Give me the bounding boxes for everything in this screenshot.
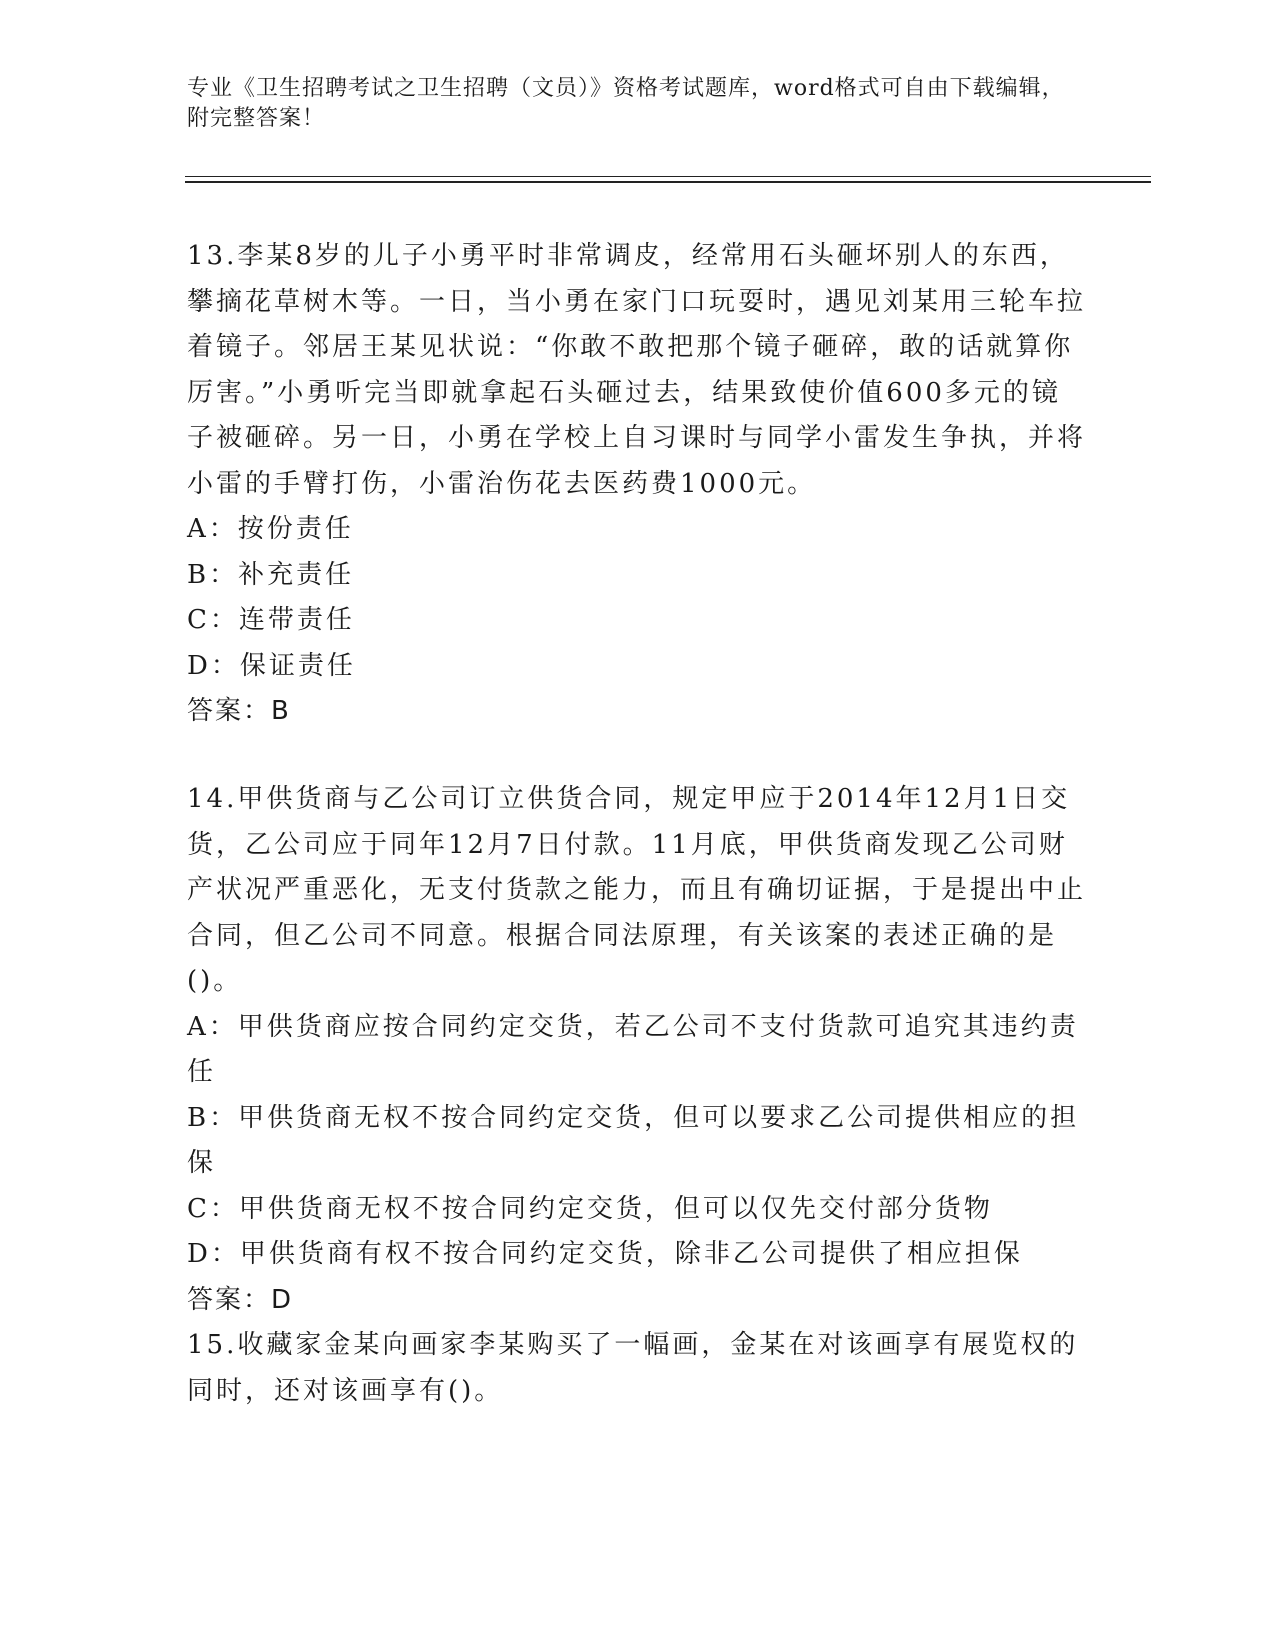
- question-15: [187, 1323, 1087, 1414]
- option-b: B：甲供货商无权不按合同约定交货，但可以要求乙公司提供相应的担保: [187, 1102, 1080, 1178]
- option-a: A：按份责任: [187, 514, 354, 544]
- answer-line: 答案：B: [187, 696, 291, 726]
- option-d: D：甲供货商有权不按合同约定交货，除非乙公司提供了相应担保: [187, 1239, 1023, 1269]
- question-14: [187, 777, 1087, 1323]
- question-13: [187, 234, 1087, 735]
- option-c: C：甲供货商无权不按合同约定交货，但可以仅先交付部分货物: [187, 1193, 993, 1224]
- question-text: 15.收藏家金某向画家李某购买了一幅画，金某在对该画享有展览权的同时，还对该画享有()。: [187, 1330, 1079, 1406]
- question-text: 14.甲供货商与乙公司订立供货合同，规定甲应于2014年12月1日交货，乙公司应于同年12月7日付款。11月底，甲供货商发现乙公司财产状况严重恶化，无支付货款之能力，而且有确切证据，于是提出中止合同，但乙公司不同意。根据合同法原理，有关该案的表述正确的是()。: [187, 784, 1087, 996]
- answer-line: 答案：D: [187, 1284, 294, 1315]
- option-d: D：保证责任: [187, 650, 356, 681]
- option-c: C：连带责任: [187, 605, 355, 635]
- question-text: 13.李某8岁的儿子小勇平时非常调皮，经常用石头砸坏别人的东西，攀摘花草树木等。一日，当小勇在家门口玩耍时，遇见刘某用三轮车拉着镜子。邻居王某见状说：“你敢不敢把那个镜子砸碎，敢的话就算你厉害。”小勇听完当即就拿起石头砸过去，结果致使价值600多元的镜子被砸碎。另一日，小勇在学校上自习课时与同学小雷发生争执，并将小雷的手臂打伤，小雷治伤花去医药费1000元。: [187, 241, 1087, 499]
- option-b: B：补充责任: [187, 559, 355, 590]
- option-a: A：甲供货商应按合同约定交货，若乙公司不支付货款可追究其违约责任: [187, 1011, 1079, 1087]
- header-divider-thin: [185, 176, 1151, 177]
- document-header: 专业《卫生招聘考试之卫生招聘（文员）》资格考试题库，word格式可自由下载编辑，附完整答案！: [187, 76, 1065, 131]
- header-divider-thick: [185, 181, 1151, 183]
